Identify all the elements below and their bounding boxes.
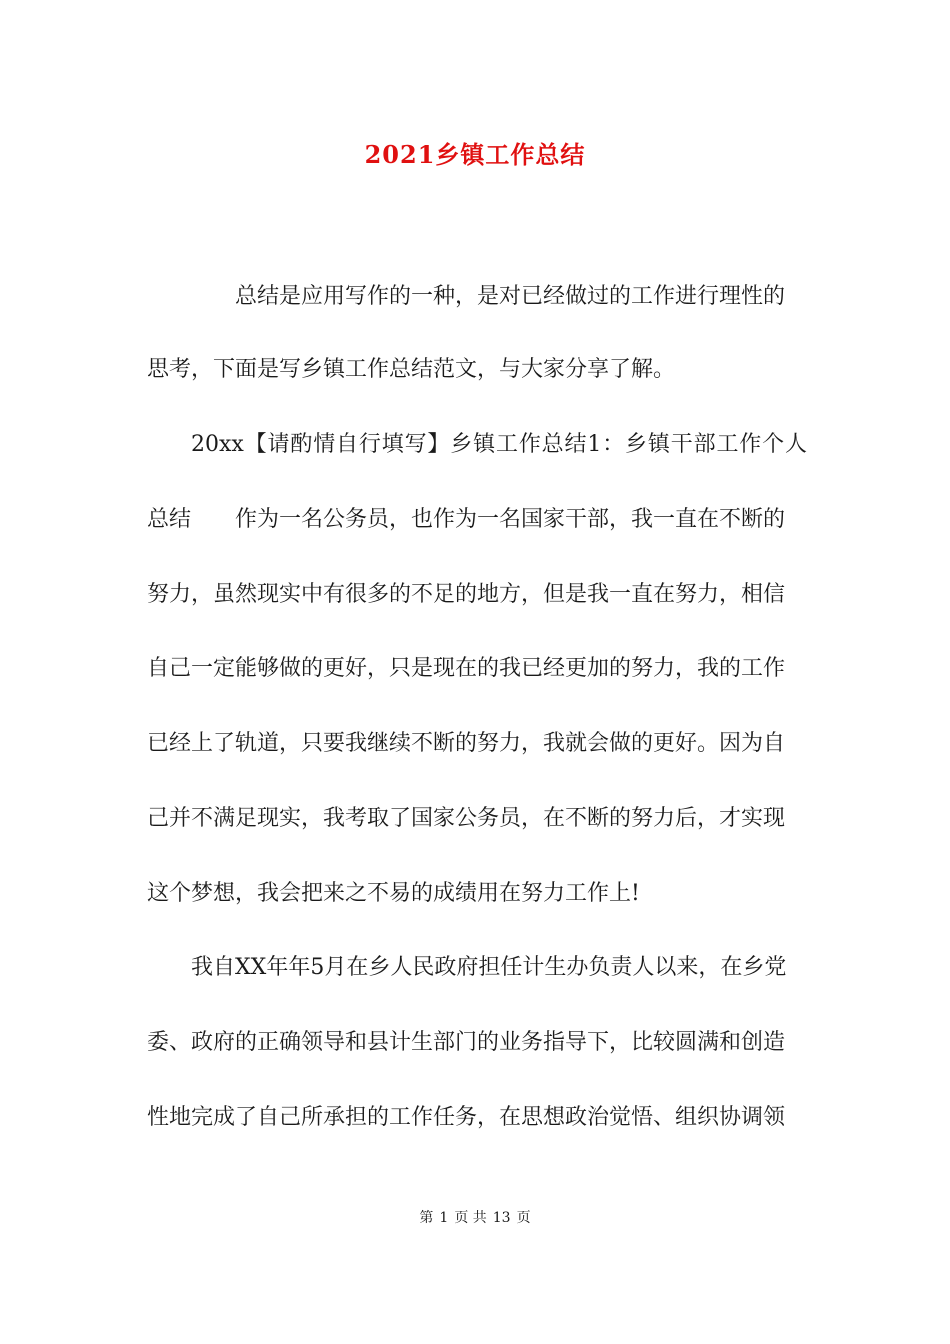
text-line: 总结是应用写作的一种，是对已经做过的工作进行理性的 xyxy=(235,284,786,309)
text-line: 20xx【请酌情自行填写】乡镇工作总结1：乡镇干部工作个人 xyxy=(191,432,807,457)
text-line: 我自XX年年5月在乡人民政府担任计生办负责人以来，在乡党 xyxy=(191,955,787,980)
text-line: 己并不满足现实，我考取了国家公务员，在不断的努力后，才实现 xyxy=(147,806,786,831)
text-line: 思考，下面是写乡镇工作总结范文，与大家分享了解。 xyxy=(147,357,676,382)
footer-prefix: 第 xyxy=(419,1210,434,1226)
text-line: 努力，虽然现实中有很多的不足的地方，但是我一直在努力，相信 xyxy=(147,582,786,607)
footer-suffix: 页 xyxy=(516,1210,531,1226)
text-line: 这个梦想，我会把来之不易的成绩用在努力工作上! xyxy=(147,881,640,906)
text-line: 性地完成了自己所承担的工作任务，在思想政治觉悟、组织协调领 xyxy=(147,1105,786,1130)
footer-total-pages: 13 xyxy=(492,1210,511,1226)
text-line: 委、政府的正确领导和县计生部门的业务指导下，比较圆满和创造 xyxy=(147,1030,786,1055)
text-line: 自己一定能够做的更好，只是现在的我已经更加的努力，我的工作 xyxy=(147,656,786,681)
text-line: 已经上了轨道，只要我继续不断的努力，我就会做的更好。因为自 xyxy=(147,731,786,756)
text-line: 总结 作为一名公务员，也作为一名国家干部，我一直在不断的 xyxy=(147,507,786,532)
footer-middle: 页 共 xyxy=(454,1210,487,1226)
document-title: 2021乡镇工作总结 xyxy=(364,140,586,169)
page-footer xyxy=(0,1208,950,1228)
footer-page-number: 1 xyxy=(439,1210,449,1226)
